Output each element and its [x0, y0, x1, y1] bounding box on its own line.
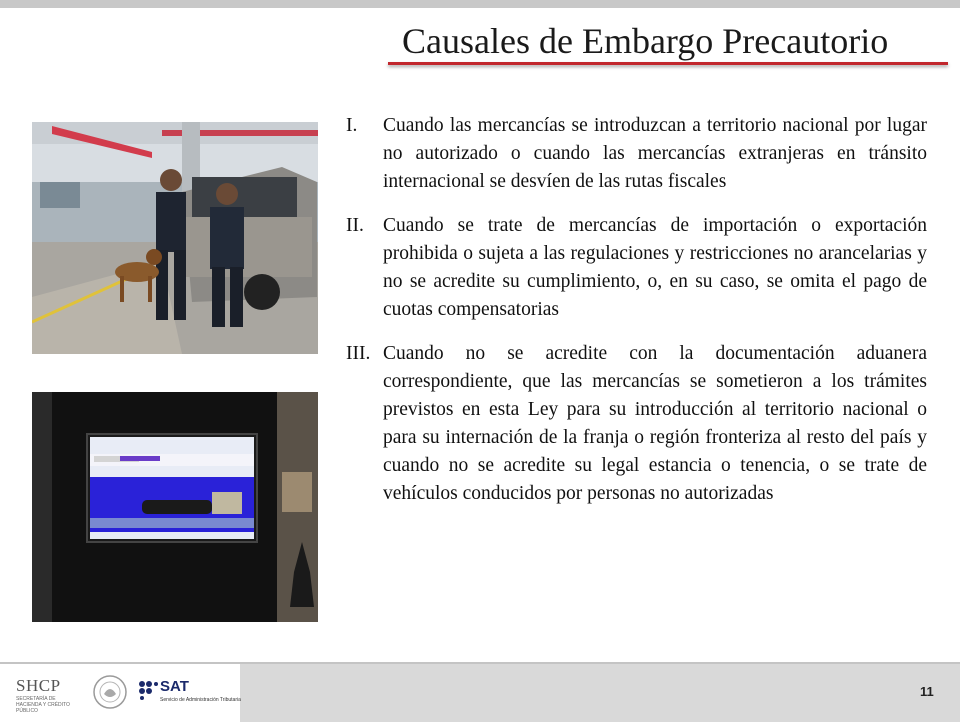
page-number: 11 [920, 684, 934, 699]
item-number: II. [346, 215, 364, 236]
list-item [346, 212, 927, 324]
footer-bar [0, 662, 960, 722]
sat-subtitle: Servicio de Administración Tributaria [160, 697, 241, 703]
item-number: I. [346, 115, 358, 136]
embargo-causes-list [346, 112, 927, 524]
customs-inspection-photo [32, 122, 318, 354]
item-text: Cuando se trate de mercancías de importación o exportación prohibida o sujeta a las regulaciones y restricciones no arancelarias y no se acredite su cumplimiento, o, en su caso, se omita el pago de cuotas compensatorias [383, 215, 927, 320]
sat-logo: SAT [160, 678, 189, 695]
item-text: Cuando las mercancías se introduzcan a territorio nacional por lugar no autorizado o cuando las mercancías extranjeras en tránsito internacional se desvíen de las rutas fiscales [383, 115, 927, 192]
sat-dots-icon [138, 680, 158, 700]
xray-monitor-photo [32, 392, 318, 622]
shcp-subtitle: SECRETARÍA DE HACIENDA Y CRÉDITO PÚBLICO [16, 696, 70, 714]
shcp-logo: SHCP [16, 676, 61, 695]
list-item [346, 112, 927, 196]
top-bar [0, 0, 960, 8]
title-underline [388, 62, 948, 65]
item-number: III. [346, 343, 371, 364]
footer-logos [0, 664, 240, 722]
list-item [346, 340, 927, 508]
slide-title: Causales de Embargo Precautorio [402, 21, 889, 61]
item-text: Cuando no se acredite con la documentación aduanera correspondiente, que las mercancías se sometieron a los trámites previstos en esta Ley para su introducción al territorio nacional o para su internación de la franja o región fronteriza al resto del país y cuando no se acredite su legal estancia o tenencia, o se trate de vehículos conducidos por personas no autorizadas [383, 343, 927, 504]
mexico-seal-icon [92, 674, 128, 710]
